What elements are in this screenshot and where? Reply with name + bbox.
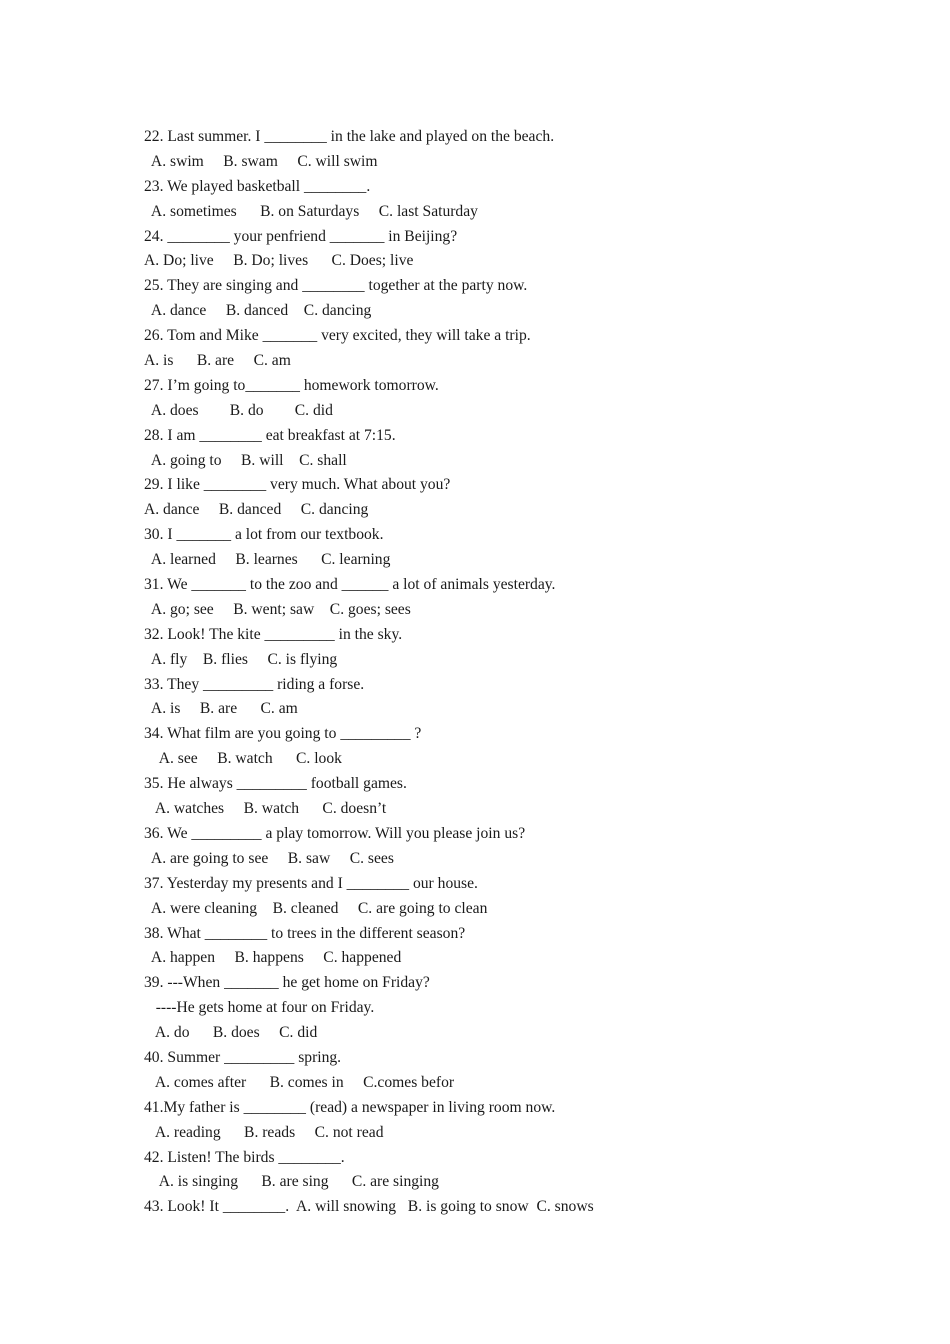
options-line: A. learned B. learnes C. learning: [144, 551, 391, 569]
question-line: 42. Listen! The birds ________.: [144, 1148, 345, 1166]
options-line: A. Do; live B. Do; lives C. Does; live: [144, 252, 414, 270]
question-line: 31. We _______ to the zoo and ______ a lot of animals yesterday.: [144, 576, 556, 594]
question-line: 34. What film are you going to _________ ?: [144, 725, 422, 743]
question-line: 22. Last summer. I ________ in the lake and played on the beach.: [144, 128, 555, 145]
question-line: 32. Look! The kite _________ in the sky.: [144, 625, 403, 643]
question-line: 33. They _________ riding a forse.: [144, 675, 365, 693]
options-line: A. is B. are C. am: [144, 352, 291, 370]
options-line: A. is B. are C. am: [144, 700, 298, 718]
options-line: A. dance B. danced C. dancing: [144, 302, 372, 320]
question-line: 25. They are singing and ________ together at the party now.: [144, 277, 528, 295]
options-line: A. does B. do C. did: [144, 401, 333, 419]
options-line: A. happen B. happens C. happened: [144, 949, 402, 967]
options-line: A. are going to see B. saw C. sees: [144, 849, 394, 867]
question-line: 28. I am ________ eat breakfast at 7:15.: [144, 426, 396, 444]
options-line: A. fly B. flies C. is flying: [144, 650, 338, 668]
options-line: A. dance B. danced C. dancing: [144, 501, 369, 519]
question-line: 37. Yesterday my presents and I ________ our house.: [144, 874, 478, 892]
question-line: 27. I’m going to_______ homework tomorrow.: [144, 376, 439, 394]
question-line: 24. ________ your penfriend _______ in Beijing?: [144, 227, 458, 245]
options-line: A. were cleaning B. cleaned C. are going to clean: [144, 899, 488, 917]
options-line: A. swim B. swam C. will swim: [144, 152, 378, 170]
options-line: A. going to B. will C. shall: [144, 451, 347, 469]
options-line: A. reading B. reads C. not read: [144, 1123, 384, 1141]
options-line: A. see B. watch C. look: [144, 750, 342, 768]
question-line: 23. We played basketball ________.: [144, 177, 371, 195]
question-line: 40. Summer _________ spring.: [144, 1048, 342, 1066]
answer-line: ----He gets home at four on Friday.: [144, 999, 375, 1017]
question-line: 41.My father is ________ (read) a newspaper in living room now.: [144, 1098, 556, 1116]
question-line: 35. He always _________ football games.: [144, 775, 407, 793]
question-line: 26. Tom and Mike _______ very excited, they will take a trip.: [144, 327, 531, 345]
options-line: A. comes after B. comes in C.comes befor: [144, 1073, 455, 1091]
options-line: A. do B. does C. did: [144, 1024, 318, 1042]
options-line: A. go; see B. went; saw C. goes; sees: [144, 600, 411, 618]
question-line: 43. Look! It ________. A. will snowing B. is going to snow C. snows: [144, 1198, 594, 1216]
options-line: A. sometimes B. on Saturdays C. last Saturday: [144, 202, 478, 220]
options-line: A. is singing B. are sing C. are singing: [144, 1173, 439, 1191]
question-line: 29. I like ________ very much. What about you?: [144, 476, 451, 494]
options-line: A. watches B. watch C. doesn’t: [144, 800, 387, 818]
question-line: 36. We _________ a play tomorrow. Will you please join us?: [144, 824, 526, 842]
document-page: [144, 125, 864, 1220]
question-line: 39. ---When _______ he get home on Friday?: [144, 974, 430, 992]
question-line: 30. I _______ a lot from our textbook.: [144, 526, 384, 544]
question-line: 38. What ________ to trees in the different season?: [144, 924, 466, 942]
